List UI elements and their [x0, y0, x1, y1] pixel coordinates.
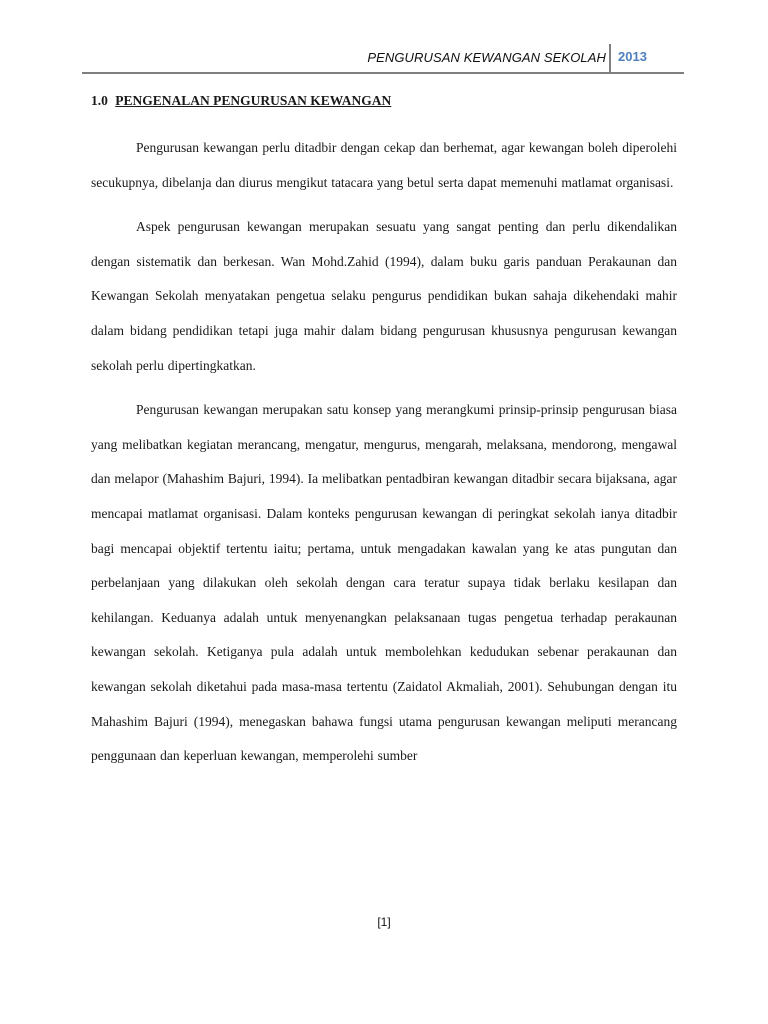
header-rule: [82, 72, 684, 74]
body-text: [91, 131, 677, 784]
page-header: [82, 40, 684, 74]
paragraph-2: Aspek pengurusan kewangan merupakan sesuatu yang sangat penting dan perlu dikendalikan dengan sistematik dan berkesan. Wan Mohd.Zahid (1994), dalam buku garis panduan Perakaunan dan Kewangan Sekolah menyatakan pengetua selaku pengurus pendidikan bukan sahaja dikehendaki mahir dalam bidang pendidikan tetapi juga mahir dalam bidang pengurusan khususnya pengurusan kewangan sekolah perlu dipertingkatkan.: [91, 219, 677, 373]
header-title: PENGURUSAN KEWANGAN SEKOLAH: [367, 50, 606, 65]
header-year: 2013: [618, 49, 647, 64]
paragraph-3: Pengurusan kewangan merupakan satu konsep yang merangkumi prinsip-prinsip pengurusan biasa yang melibatkan kegiatan merancang, mengatur, mengurus, mengarah, melaksana, mendorong, mengawal dan melapor (Mahashim Bajuri, 1994). Ia melibatkan pentadbiran kewangan ditadbir secara bijaksana, agar mencapai matlamat organisasi. Dalam konteks pengurusan kewangan di peringkat sekolah ianya ditadbir bagi mencapai objektif tertentu iaitu; pertama, untuk mengadakan kawalan yang ke atas pungutan dan perbelanjaan yang dilakukan oleh sekolah dengan cara teratur supaya tidak berlaku kesilapan dan kehilangan. Keduanya adalah untuk menyenangkan pelaksanaan tugas pengetua terhadap perakaunan kewangan sekolah. Ketiganya pula adalah untuk membolehkan kedudukan sebenar perakaunan dan kewangan sekolah diketahui pada masa-masa tertentu (Zaidatol Akmaliah, 2001). Sehubungan dengan itu Mahashim Bajuri (1994), menegaskan bahawa fungsi utama pengurusan kewangan meliputi merancang penggunaan dan keperluan kewangan, memperolehi sumber: [91, 402, 677, 764]
page-number: [1]: [377, 915, 391, 929]
header-divider: [609, 44, 611, 72]
paragraph-1: Pengurusan kewangan perlu ditadbir dengan cekap dan berhemat, agar kewangan boleh diperolehi secukupnya, dibelanja dan diurus mengikut tatacara yang betul serta dapat memenuhi matlamat organisasi.: [91, 140, 677, 190]
section-heading: [91, 93, 391, 109]
section-number: 1.0: [91, 93, 108, 108]
section-title: PENGENALAN PENGURUSAN KEWANGAN: [115, 93, 392, 108]
